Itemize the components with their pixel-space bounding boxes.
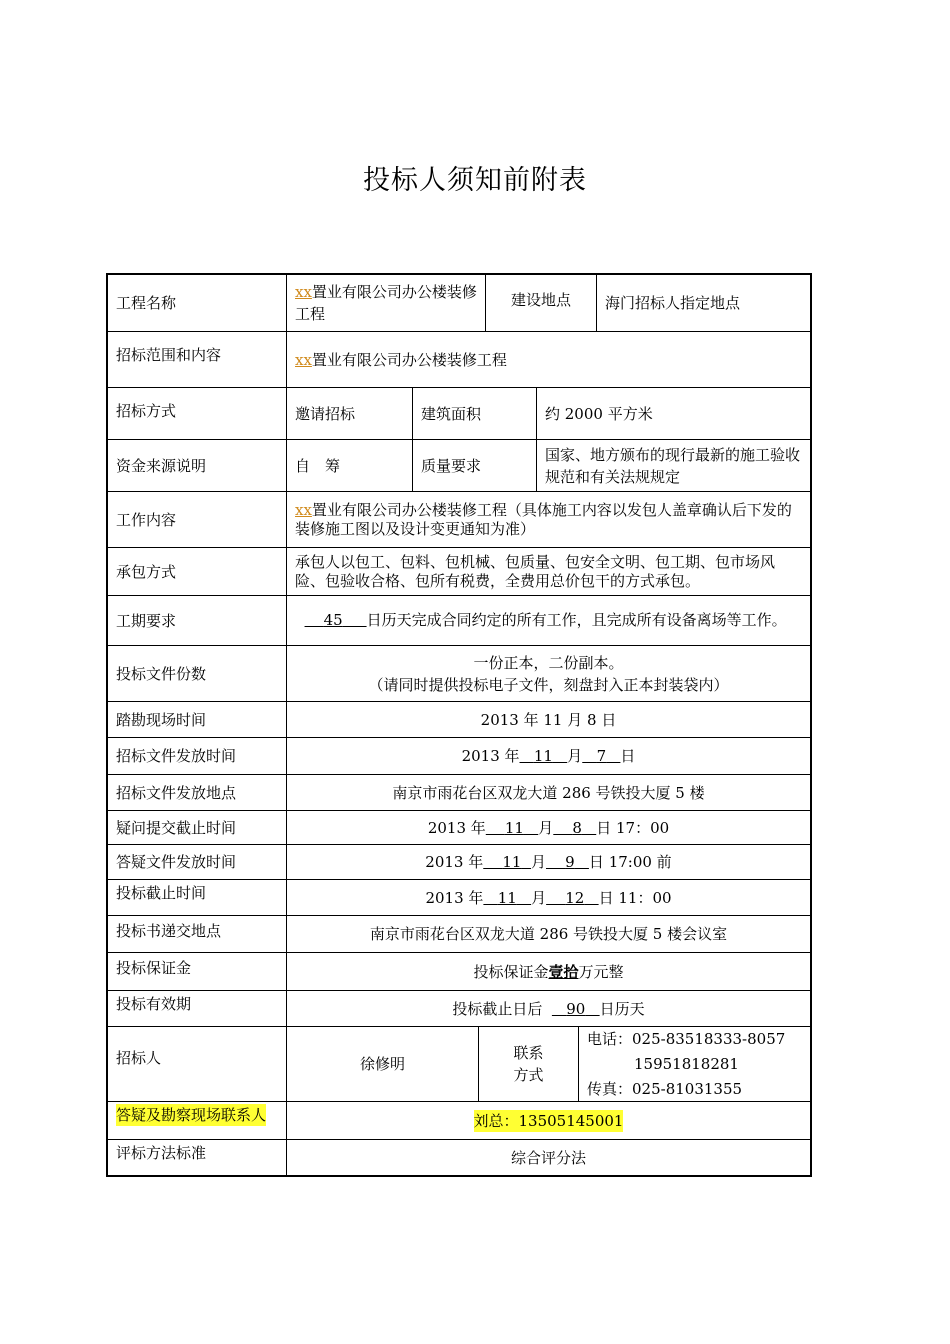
work-content-cell: xx置业有限公司办公楼装修工程（具体施工内容以发包人盖章确认后下发的装修施工图以及设计变更通知为准） [295, 500, 792, 538]
page-title: 投标人须知前附表 [363, 165, 587, 196]
scope-cell: xx置业有限公司办公楼装修工程 [295, 350, 507, 369]
row-label: 评标方法标准 [108, 1140, 287, 1175]
mobile-text: 15951818281 [634, 1054, 739, 1073]
table-row [108, 388, 810, 440]
validity-cell: 投标截止日后 90 日历天 [452, 999, 645, 1018]
question-deadline-cell: 2013 年 11 月 8 日 17：00 [427, 818, 670, 837]
construction-site-cell: 海门招标人指定地点 [605, 294, 741, 312]
copies-cell: 一份正本，二份副本。 （请同时提供投标电子文件，刻盘封入正本封装袋内） [368, 653, 729, 694]
table-row [108, 738, 810, 775]
deposit-amount: 壹拾 [548, 962, 579, 981]
xx-placeholder: xx [295, 283, 312, 301]
table-row [108, 332, 810, 388]
row-label: 工程名称 [108, 275, 287, 331]
table-row [108, 953, 810, 991]
row-label: 招标文件发放时间 [108, 738, 287, 774]
answer-release-cell: 2013 年 11 月 9 日 17:00 前 [425, 853, 672, 871]
row-label: 建筑面积 [413, 388, 537, 439]
table-row [108, 991, 810, 1027]
project-name-cell: xx置业有限公司办公楼装修工程 [287, 275, 486, 331]
table-row [108, 492, 810, 548]
area-cell: 约 2000 平方米 [545, 404, 653, 423]
table-row [108, 440, 810, 492]
row-label: 投标有效期 [108, 991, 287, 1026]
funding-cell: 自 筹 [287, 440, 413, 491]
contact-label-cell: 联系 方式 [479, 1027, 579, 1101]
submission-place-cell: 南京市雨花台区双龙大道 286 号铁投大厦 5 楼会议室 [369, 925, 728, 943]
deposit-cell: 投标保证金壹拾万元整 [473, 962, 624, 981]
bid-info-table [106, 273, 812, 1177]
evaluation-method-cell: 综合评分法 [510, 1148, 586, 1167]
bid-method-cell: 邀请招标 [287, 388, 413, 439]
row-label: 建设地点 [486, 275, 597, 331]
table-row [108, 845, 810, 880]
row-label: 质量要求 [413, 440, 537, 491]
row-label: 投标文件份数 [108, 646, 287, 701]
table-row [108, 811, 810, 845]
row-label: 工期要求 [108, 596, 287, 645]
table-row [108, 702, 810, 738]
duration-days: 45 [323, 611, 343, 629]
row-label: 承包方式 [108, 548, 287, 595]
phone-text: 电话：025-83518333-8057 [587, 1029, 786, 1048]
row-label: 工作内容 [108, 492, 287, 547]
site-visit-cell: 2013 年 11 月 8 日 [480, 710, 617, 729]
row-label: 资金来源说明 [108, 440, 287, 491]
row-label: 招标文件发放地点 [108, 775, 287, 810]
row-label: 投标保证金 [108, 953, 287, 990]
row-label: 招标人 [108, 1027, 287, 1101]
doc-release-place-cell: 南京市雨花台区双龙大道 286 号铁投大厦 5 楼 [392, 783, 705, 802]
contact-info-cell [579, 1027, 810, 1101]
xx-placeholder: xx [295, 500, 312, 519]
bid-deadline-cell: 2013 年 11 月 12 日 11：00 [425, 888, 672, 907]
quality-cell: 国家、地方颁布的现行最新的施工验收规范和有关法规规定 [545, 445, 801, 486]
table-row [108, 596, 810, 646]
table-row [108, 646, 810, 702]
qa-contact-cell: 刘总：13505145001 [473, 1111, 624, 1130]
row-label: 疑问提交截止时间 [108, 811, 287, 844]
fax-text: 传真：025-81031355 [587, 1079, 743, 1098]
row-label: 投标截止时间 [108, 880, 287, 915]
table-row [108, 916, 810, 953]
table-row [108, 1102, 810, 1140]
row-label: 答疑及勘察现场联系人 [108, 1102, 287, 1139]
xx-placeholder: xx [295, 350, 312, 369]
row-label: 答疑文件发放时间 [108, 845, 287, 879]
table-row [108, 548, 810, 596]
table-row [108, 275, 810, 332]
table-row [108, 1027, 810, 1102]
doc-release-time-cell: 2013 年 11 月 7 日 [461, 747, 636, 765]
row-label: 招标范围和内容 [108, 332, 287, 387]
row-label: 投标书递交地点 [108, 916, 287, 952]
contract-mode-cell: 承包人以包工、包料、包机械、包质量、包安全文明、包工期、包市场风险、包验收合格、包所有税费，全费用总价包干的方式承包。 [295, 552, 776, 590]
row-label: 踏勘现场时间 [108, 702, 287, 737]
row-label: 招标方式 [108, 388, 287, 439]
table-row [108, 775, 810, 811]
tenderer-name-cell: 徐修明 [287, 1027, 479, 1101]
table-row [108, 880, 810, 916]
duration-cell: 45 日历天完成合同约定的所有工作，且完成所有设备离场等工作。 [323, 611, 787, 629]
table-row [108, 1140, 810, 1175]
